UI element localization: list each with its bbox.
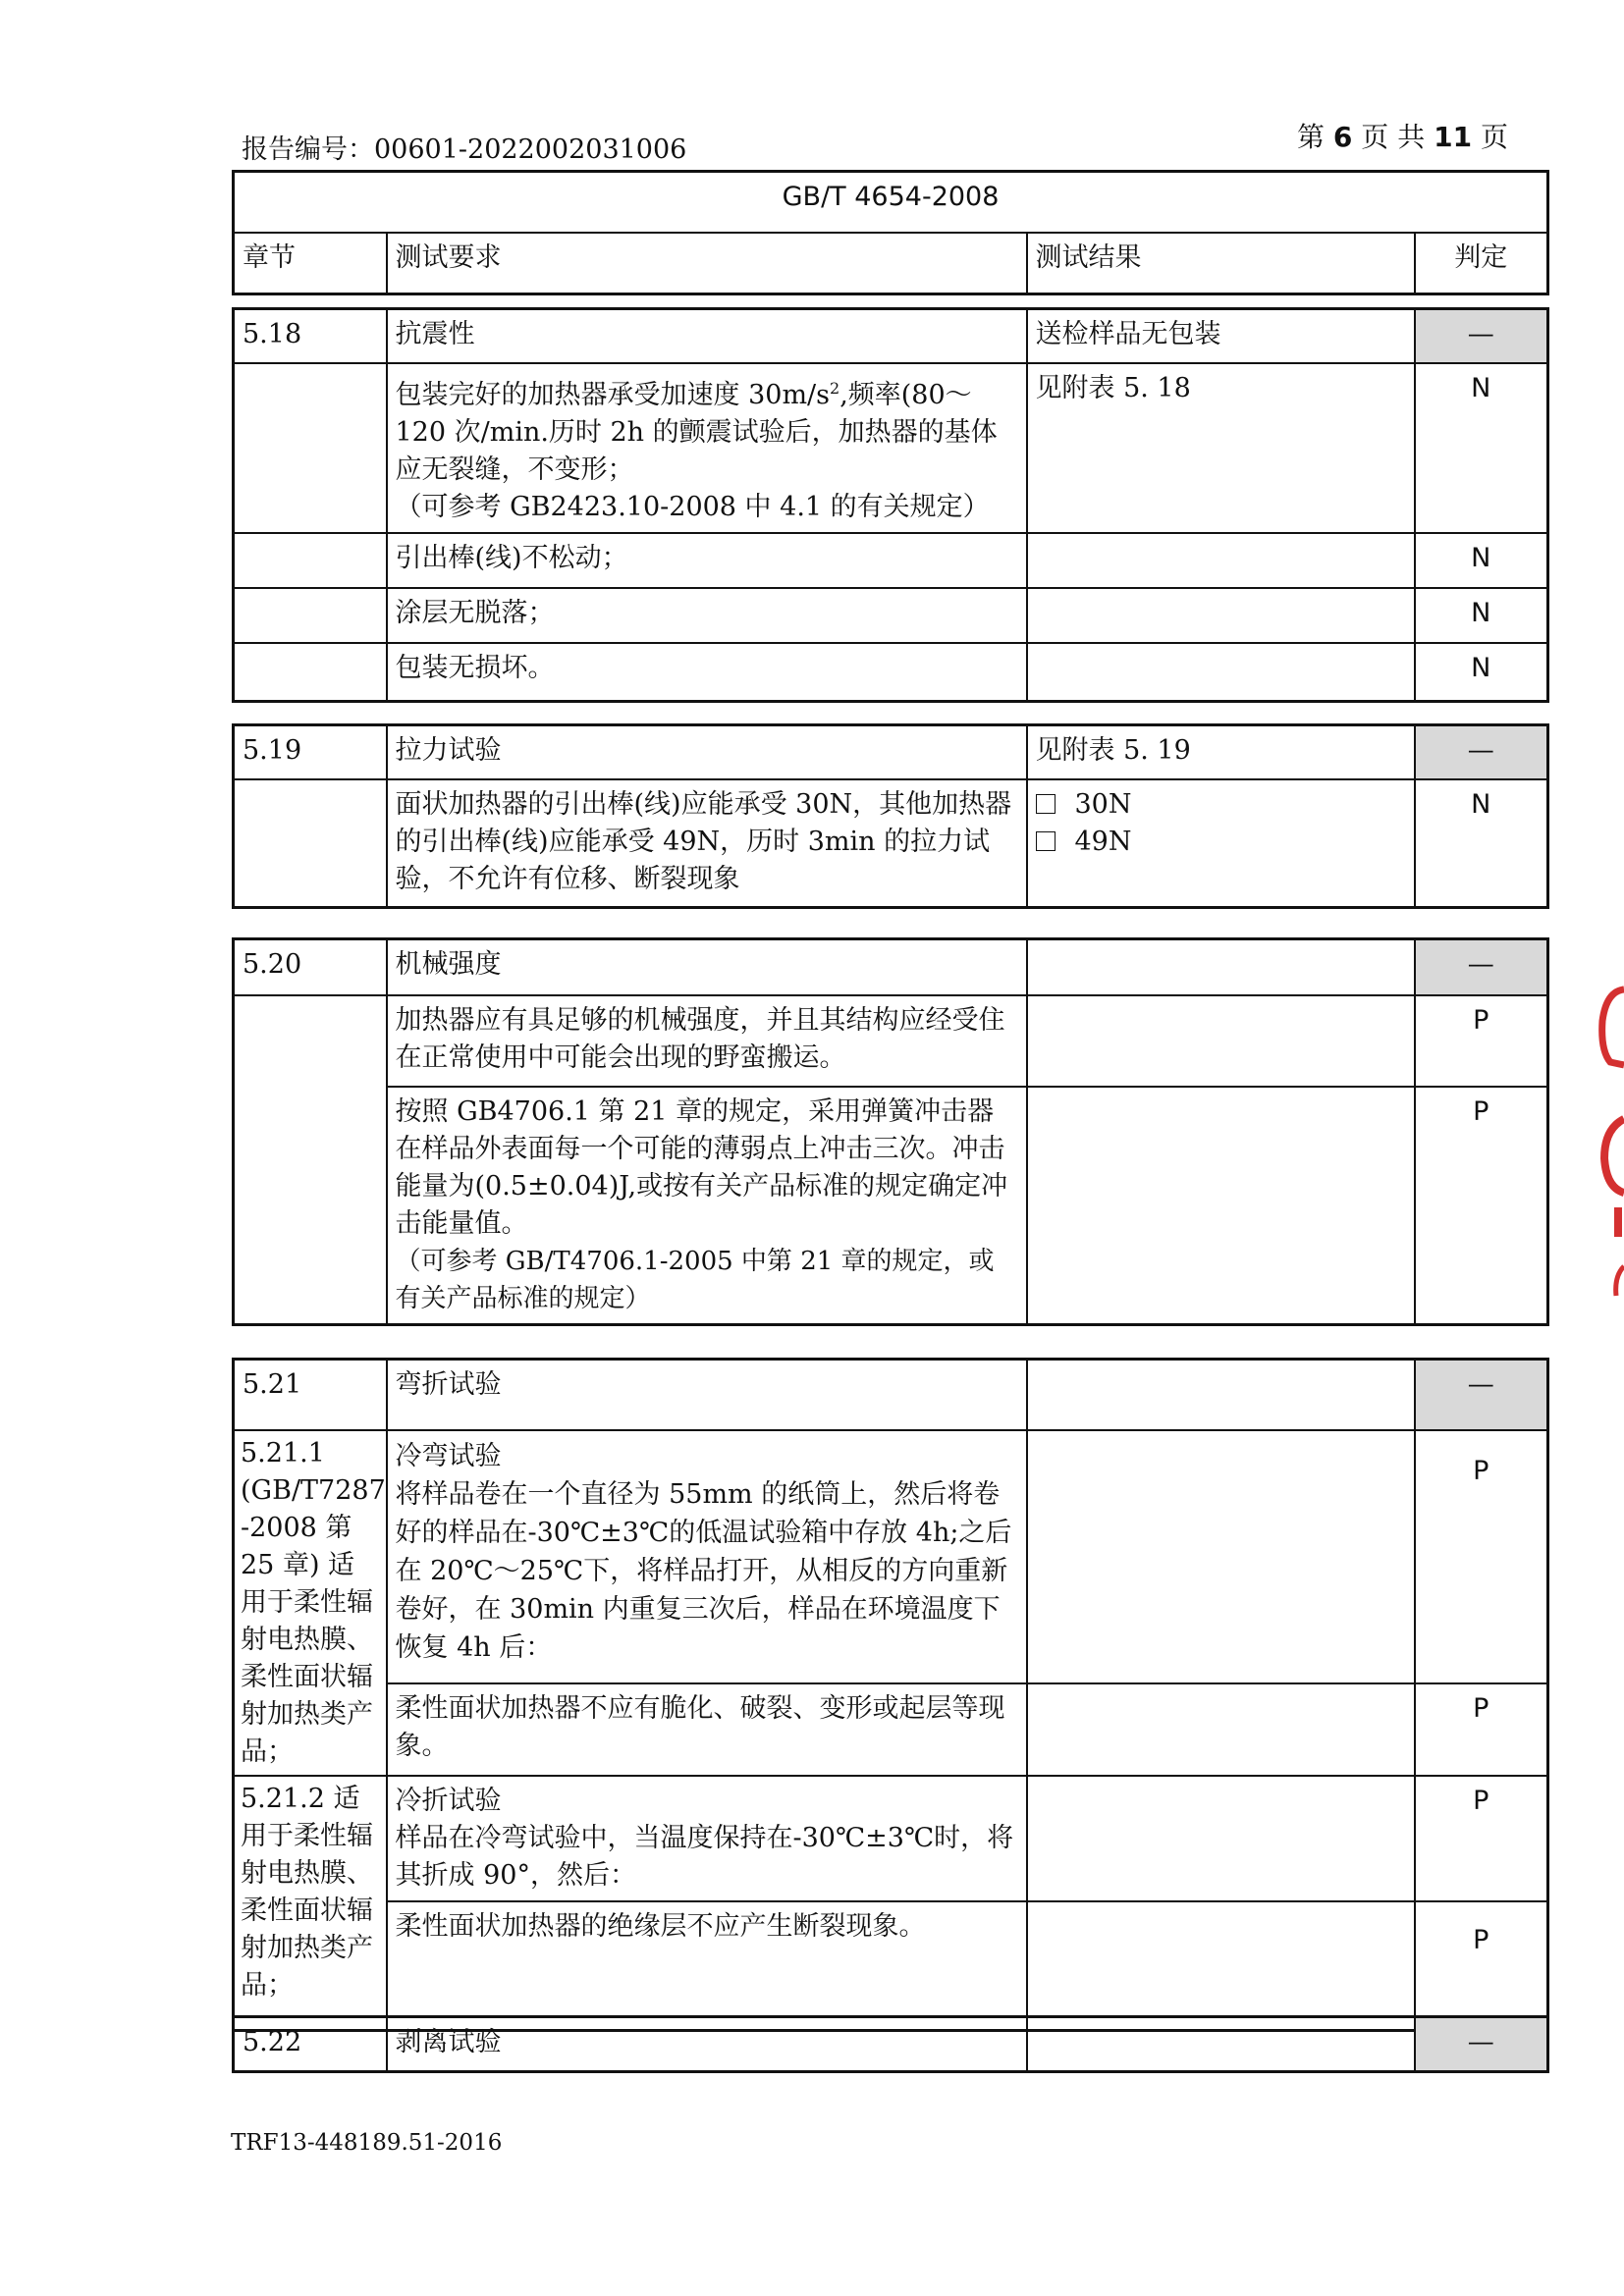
req-superscript: 2 xyxy=(830,378,840,398)
req-reference: （可参考 GB/T4706.1-2005 中第 21 章的规定，或有关产品标准的规定） xyxy=(395,1246,995,1313)
requirement-text: 包装无损坏。 xyxy=(387,643,1027,702)
req-text-a: 包装完好的加热器承受加速度 30m/s xyxy=(395,379,830,410)
chapter-empty xyxy=(234,779,387,908)
col-result: 测试结果 xyxy=(1027,233,1415,294)
report-number xyxy=(242,128,686,166)
requirement-text xyxy=(387,1087,1027,1325)
section-5-20 xyxy=(232,937,1549,1326)
requirement-text: 引出棒(线)不松动； xyxy=(387,533,1027,588)
requirement-text xyxy=(387,1776,1027,1901)
requirement-text: 柔性面状加热器不应有脆化、破裂、变形或起层等现象。 xyxy=(387,1683,1027,1776)
req-title: 冷弯试验 xyxy=(395,1440,502,1471)
verdict: P xyxy=(1415,1087,1548,1325)
verdict: P xyxy=(1415,1901,1548,2031)
section-result xyxy=(1027,2017,1415,2072)
req-text: 按照 GB4706.1 第 21 章的规定，采用弹簧冲击器在样品外表面每一个可能的薄弱点上冲击三次。冲击能量为(0.5±0.04)J,或按有关产品标准的规定确定冲击能量值。 xyxy=(395,1095,1008,1239)
section-title: 剥离试验 xyxy=(387,2017,1027,2072)
result-text xyxy=(1027,588,1415,643)
section-result xyxy=(1027,939,1415,995)
chapter-sub: 5.21.2 适用于柔性辐射电热膜、柔性面状辐射加热类产品； xyxy=(234,1776,387,2031)
requirement-text: 涂层无脱落； xyxy=(387,588,1027,643)
req-reference: （可参考 GB2423.10-2008 中 4.1 的有关规定） xyxy=(395,491,990,522)
section-result: 送检样品无包装 xyxy=(1027,309,1415,363)
col-verdict: 判定 xyxy=(1415,233,1548,294)
chapter-empty xyxy=(234,363,387,533)
col-requirement: 测试要求 xyxy=(387,233,1027,294)
chapter-empty xyxy=(234,995,387,1325)
section-5-22 xyxy=(232,2015,1549,2073)
verdict: P xyxy=(1415,995,1548,1087)
chapter-empty xyxy=(234,533,387,588)
section-verdict: — xyxy=(1415,309,1548,363)
result-text xyxy=(1027,995,1415,1087)
option-label: 49N xyxy=(1074,826,1132,857)
requirement-text: 加热器应有具足够的机械强度，并且其结构应经受住在正常使用中可能会出现的野蛮搬运。 xyxy=(387,995,1027,1087)
section-title: 抗震性 xyxy=(387,309,1027,363)
col-chapter: 章节 xyxy=(234,233,387,294)
footer-code: TRF13-448189.51-2016 xyxy=(231,2130,503,2156)
verdict: N xyxy=(1415,779,1548,908)
verdict: N xyxy=(1415,363,1548,533)
page-total: 11 xyxy=(1434,121,1473,153)
result-text xyxy=(1027,1430,1415,1683)
req-text: 将样品卷在一个直径为 55mm 的纸筒上，然后将卷好的样品在-30℃±3℃的低温试验箱中存放 4h;之后在 20℃～25℃下，将样品打开，从相反的方向重新卷好，在 30min 内重复三次后，样品在环境温度下恢复 4h 后： xyxy=(395,1478,1012,1663)
option-49n xyxy=(1036,824,1406,861)
red-seal-stamp-fragment xyxy=(1597,972,1624,1315)
requirement-text: 面状加热器的引出棒(线)应能承受 30N，其他加热器的引出棒(线)应能承受 49N，历时 3min 的拉力试验，不允许有位移、断裂现象 xyxy=(387,779,1027,908)
section-title: 机械强度 xyxy=(387,939,1027,995)
section-result xyxy=(1027,1360,1415,1430)
option-label: 30N xyxy=(1074,788,1132,820)
result-text xyxy=(1027,643,1415,702)
chapter-num: 5.18 xyxy=(234,309,387,363)
chapter-empty xyxy=(234,588,387,643)
checkbox-icon[interactable] xyxy=(1036,831,1056,851)
page-gong: 共 xyxy=(1397,121,1426,153)
chapter-num: 5.22 xyxy=(234,2017,387,2072)
standard-title: GB/T 4654-2008 xyxy=(234,172,1548,234)
section-5-21 xyxy=(232,1358,1549,2032)
section-title: 拉力试验 xyxy=(387,725,1027,779)
section-verdict: — xyxy=(1415,725,1548,779)
verdict: N xyxy=(1415,643,1548,702)
verdict: N xyxy=(1415,588,1548,643)
req-text: 样品在冷弯试验中，当温度保持在-30℃±3℃时，将其折成 90°，然后： xyxy=(395,1822,1014,1891)
section-title: 弯折试验 xyxy=(387,1360,1027,1430)
chapter-num: 5.19 xyxy=(234,725,387,779)
requirement-text xyxy=(387,363,1027,533)
report-number-value: 00601-2022002031006 xyxy=(374,134,687,165)
page-ye-2: 页 xyxy=(1480,121,1508,153)
page-ye: 页 xyxy=(1361,121,1389,153)
chapter-empty xyxy=(234,643,387,702)
section-5-19 xyxy=(232,723,1549,909)
req-text-b: ,频率(80～120 次/min.历时 2h 的颤震试验后，加热器的基体应无裂缝，不变形； xyxy=(395,379,998,485)
section-result: 见附表 5. 19 xyxy=(1027,725,1415,779)
page-di: 第 xyxy=(1296,121,1325,153)
option-30n xyxy=(1036,786,1406,824)
requirement-text xyxy=(387,1430,1027,1683)
section-verdict: — xyxy=(1415,2017,1548,2072)
verdict: N xyxy=(1415,533,1548,588)
section-5-18 xyxy=(232,307,1549,703)
chapter-num: 5.21 xyxy=(234,1360,387,1430)
checkbox-icon[interactable] xyxy=(1036,794,1056,814)
req-title: 冷折试验 xyxy=(395,1785,502,1816)
section-verdict: — xyxy=(1415,1360,1548,1430)
verdict: P xyxy=(1415,1430,1548,1683)
report-number-label: 报告编号： xyxy=(242,134,374,165)
page-indicator xyxy=(1297,116,1508,155)
section-verdict: — xyxy=(1415,939,1548,995)
requirement-text: 柔性面状加热器的绝缘层不应产生断裂现象。 xyxy=(387,1901,1027,2031)
page-number: 6 xyxy=(1332,121,1353,153)
result-text xyxy=(1027,1683,1415,1776)
result-text xyxy=(1027,1776,1415,1901)
result-text xyxy=(1027,1087,1415,1325)
result-options xyxy=(1027,779,1415,908)
chapter-num: 5.20 xyxy=(234,939,387,995)
header-table xyxy=(232,170,1549,295)
result-text xyxy=(1027,533,1415,588)
verdict: P xyxy=(1415,1683,1548,1776)
chapter-sub: 5.21.1 (GB/T7287 -2008 第 25 章) 适用于柔性辐射电热膜、柔性面状辐射加热类产品； xyxy=(234,1430,387,1776)
result-text xyxy=(1027,1901,1415,2031)
result-text: 见附表 5. 18 xyxy=(1027,363,1415,533)
verdict: P xyxy=(1415,1776,1548,1901)
